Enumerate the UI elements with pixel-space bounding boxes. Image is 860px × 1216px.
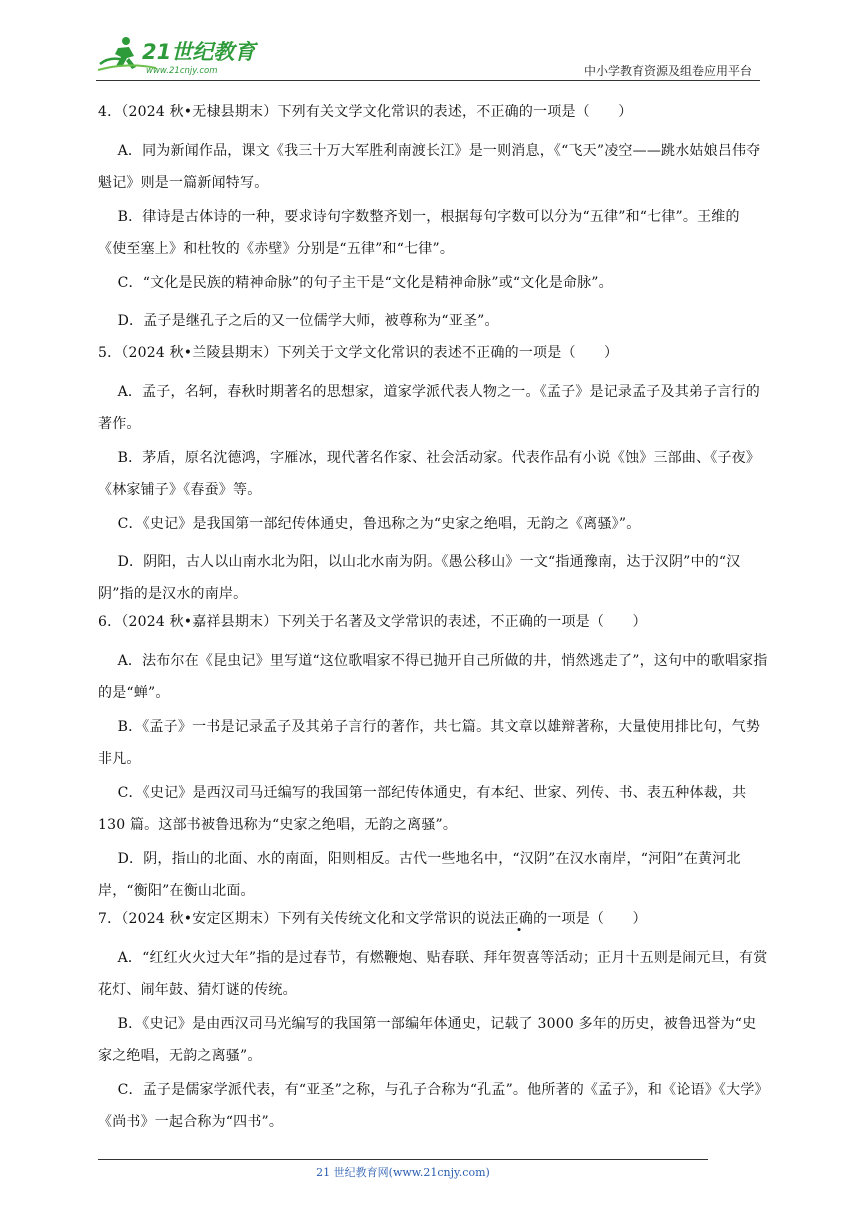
- option-c: C．“文化是民族的精神命脉”的句子主干是“文化是精神命脉”或“文化是命脉”。: [117, 275, 613, 291]
- option-c: C．《史记》是西汉司马迁编写的我国第一部纪传体通史，有本纪、世家、列传、书、表五种体裁，共 130 篇。这部书被鲁迅称为“史家之绝唱，无韵之离骚”。: [98, 785, 747, 833]
- option-a: A．“红红火火过大年”指的是过春节，有燃鞭炮、贴春联、拜年贺喜等活动；正月十五则是闹元旦，有赏花灯、闹年鼓、猜灯谜的传统。: [98, 950, 768, 998]
- option-a: A．法布尔在《昆虫记》里写道“这位歌唱家不得已抛开自己所做的井，悄然逃走了”，这句中的歌唱家指的是“蝉”。: [98, 653, 768, 701]
- option-b: B．《孟子》一书是记录孟子及其弟子言行的著作，共七篇。其文章以雄辩著称，大量使用排比句，气势非凡。: [98, 719, 761, 767]
- question-block: [98, 343, 768, 610]
- question-stem: 4．（2024 秋•无棣县期末）下列有关文学文化常识的表述，不正确的一项是（ ）: [98, 104, 633, 120]
- question-stem: 6．（2024 秋•嘉祥县期末）下列关于名著及文学常识的表述，不正确的一项是（ ）: [98, 614, 647, 630]
- footer-link[interactable]: 21 世纪教育网(www.21cnjy.com): [316, 1166, 490, 1179]
- svg-text:www.21cnjy.com: www.21cnjy.com: [146, 66, 218, 76]
- question-block: [98, 612, 768, 907]
- header-divider: [96, 80, 760, 81]
- site-logo: [96, 34, 266, 76]
- question-stem: 5．（2024 秋•兰陵县期末）下列关于文学文化常识的表述不正确的一项是（ ）: [98, 345, 619, 361]
- option-c: C．孟子是儒家学派代表，有“亚圣”之称，与孔子合称为“孔孟”。他所著的《孟子》，和《论语》《大学》《尚书》一起合称为“四书”。: [98, 1082, 762, 1130]
- option-d: D．阴，指山的北面、水的南面，阳则相反。古代一些地名中，“汉阴”在汉水南岸，“河阳”在黄河北岸，“衡阳”在衡山北面。: [98, 851, 741, 899]
- emphasized-word: 正确: [504, 911, 534, 927]
- header-platform-text: 中小学教育资源及组卷应用平台: [583, 64, 752, 78]
- option-d: D．阴阳，古人以山南水北为阳，以山北水南为阴。《愚公移山》一文“指通豫南，达于汉阴”中的“汉阴”指的是汉水的南岸。: [98, 554, 741, 602]
- question-stem: [98, 909, 768, 929]
- option-a: A．孟子，名轲，春秋时期著名的思想家，道家学派代表人物之一。《孟子》是记录孟子及其弟子言行的著作。: [98, 384, 760, 432]
- option-b: B．茅盾，原名沈德鸿，字雁冰，现代著名作家、社会活动家。代表作品有小说《蚀》三部曲、《子夜》《林家铺子》《春蚕》等。: [98, 450, 761, 498]
- page-header: [96, 30, 760, 80]
- stem-text: 的一项是（ ）: [533, 911, 647, 927]
- option-b: B．《史记》是由西汉司马光编写的我国第一部编年体通史，记载了 3000 多年的历史，被鲁迅誉为“史家之绝唱，无韵之离骚”。: [98, 1016, 757, 1064]
- question-block: [98, 909, 768, 1138]
- stem-text: 7．（2024 秋•安定区期末）下列有关传统文化和文学常识的说法: [98, 911, 505, 927]
- question-block: [98, 102, 768, 337]
- option-c: C．《史记》是我国第一部纪传体通史，鲁迅称之为“史家之绝唱，无韵之《离骚》”。: [117, 516, 641, 532]
- question-content: [98, 102, 768, 1140]
- option-a: A．同为新闻作品，课文《我三十万大军胜利南渡长江》是一则消息，《“飞天”凌空——跳水姑娘吕伟夺魁记》则是一篇新闻特写。: [98, 143, 761, 191]
- svg-text:21世纪教育: 21世纪教育: [142, 40, 256, 64]
- footer-divider: [98, 1159, 708, 1160]
- option-d: D．孟子是继孔子之后的又一位儒学大师，被尊称为“亚圣”。: [117, 313, 499, 329]
- option-b: B．律诗是古体诗的一种，要求诗句字数整齐划一，根据每句字数可以分为“五律”和“七律”。王维的《使至塞上》和杜牧的《赤壁》分别是“五律”和“七律”。: [98, 209, 740, 257]
